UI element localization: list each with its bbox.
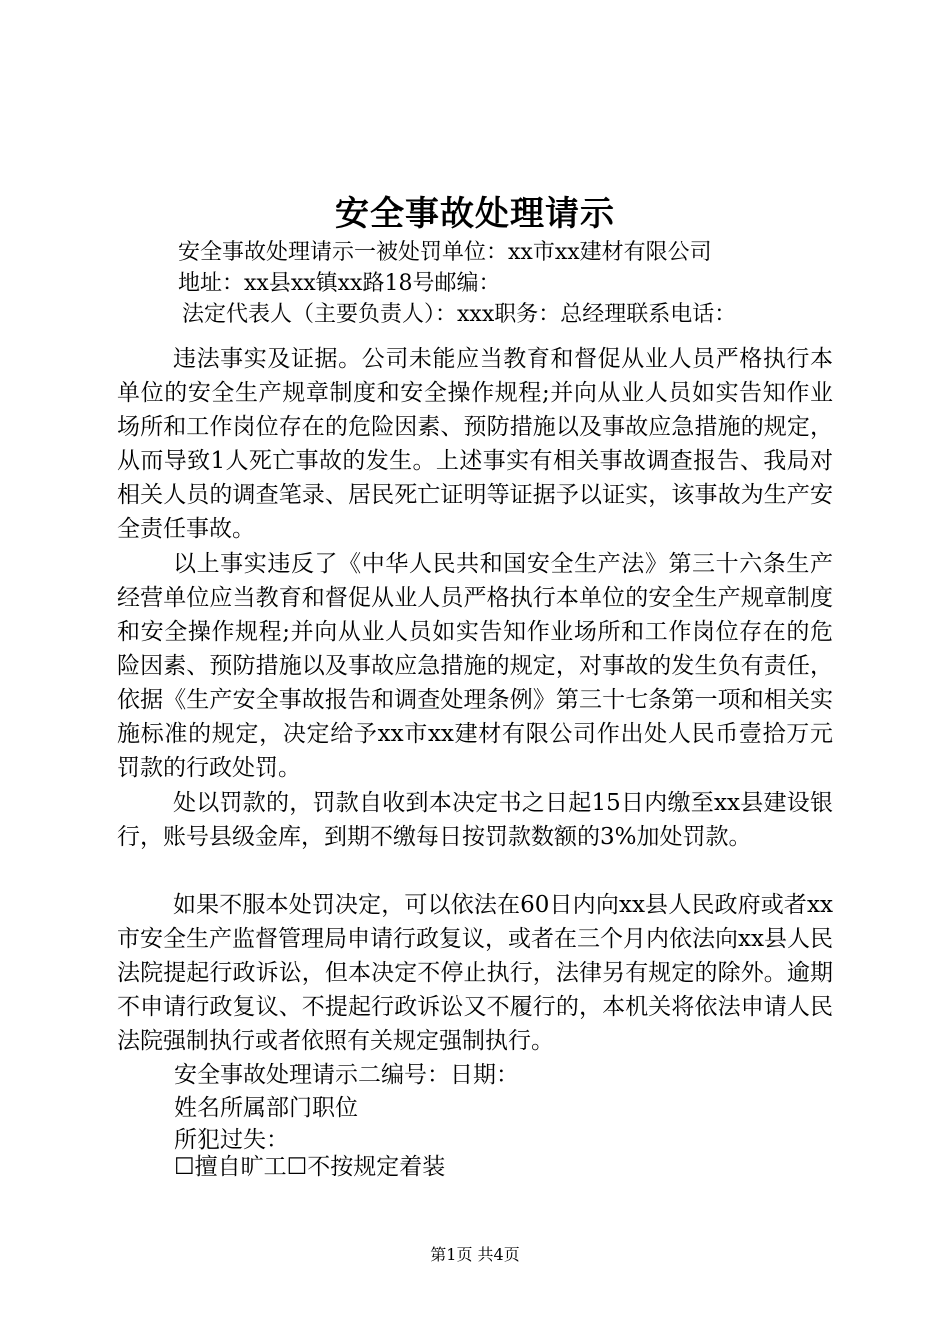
header-line-address: 地址：xx县xx镇xx路18号邮编： — [178, 271, 501, 296]
paragraph-violation: 以上事实违反了《中华人民共和国安全生产法》第三十六条生产经营单位应当教育和督促从业人员严格执行本单位的安全生产规章制度和安全操作规程;并向从业人员如实告知作业场所和工作岗位存在的危险因素、预防措施以及事故应急措施的规定，对事故的发生负有责任，依据《生产安全事故报告和调查处理条例》第三十七条第一项和相关实施标准的规定，决定给予xx市xx建材有限公司作出处人民币壹拾万元罚款的行政处罚。 — [117, 551, 833, 781]
paragraph-appeal: 如果不服本处罚决定，可以依法在60日内向xx县人民政府或者xx市安全生产监督管理局申请行政复议，或者在三个月内依法向xx县人民法院提起行政诉讼，但本决定不停止执行，法律另有规定的除外。逾期不申请行政复议、不提起行政诉讼又不履行的，本机关将依法申请人民法院强制执行或者依照有关规定强制执行。 — [117, 892, 833, 1054]
paragraph-payment: 处以罚款的，罚款自收到本决定书之日起15日内缴至xx县建设银行，账号县级金库，到期不缴每日按罚款数额的3%加处罚款。 — [117, 790, 833, 850]
header-line-representative: 法定代表人（主要负责人）：xxx职务：总经理联系电话： — [182, 302, 737, 327]
form-line-checkboxes: ☐擅自旷工☐不按规定着装 — [174, 1154, 446, 1180]
form-line-number-date: 安全事故处理请示二编号：日期： — [174, 1062, 519, 1088]
paragraph-facts: 违法事实及证据。公司未能应当教育和督促从业人员严格执行本单位的安全生产规章制度和安全操作规程;并向从业人员如实告知作业场所和工作岗位存在的危险因素、预防措施以及事故应急措施的规定，从而导致1人死亡事故的发生。上述事实有相关事故调查报告、我局对相关人员的调查笔录、居民死亡证明等证据予以证实，该事故为生产安全责任事故。 — [117, 346, 833, 542]
form-line-name-dept: 姓名所属部门职位 — [174, 1095, 358, 1121]
header-line-unit: 安全事故处理请示一被处罚单位：xx市xx建材有限公司 — [178, 240, 712, 265]
form-line-fault: 所犯过失： — [174, 1127, 289, 1153]
document-title: 安全事故处理请示 — [335, 194, 615, 234]
page-footer: 第1页 共4页 — [430, 1245, 520, 1264]
